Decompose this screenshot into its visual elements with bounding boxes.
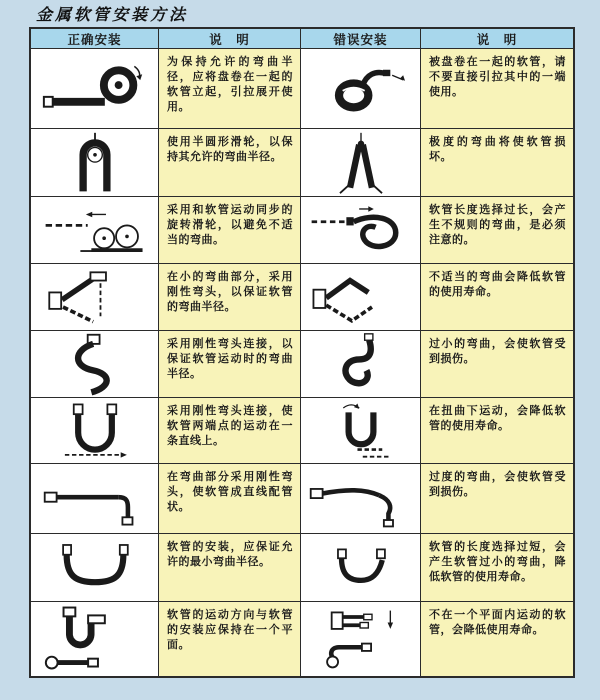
- table-row-5-correct-illustration: [31, 331, 159, 398]
- extreme-kink-icon: [306, 131, 416, 195]
- semicircular-pulley-icon: [36, 131, 154, 195]
- header-wrong-install: 错误安装: [301, 29, 421, 49]
- header-wrong-desc: 说 明: [421, 29, 573, 49]
- table-row-2-wrong-illustration: [301, 129, 421, 197]
- table-row-8-wrong-desc: 软管的长度选择过短，会产生软管过小的弯曲，降低软管的使用寿命。: [421, 534, 573, 602]
- table-row-5-correct-desc: 采用刚性弯头连接，以保证软管运动时的弯曲半径。: [159, 331, 301, 398]
- excessive-bend-icon: [306, 467, 416, 531]
- table-row-8-correct-desc: 软管的安装，应保证允许的最小弯曲半径。: [159, 534, 301, 602]
- u-loop-endpoints-inline-icon: [36, 400, 154, 462]
- straight-run-with-elbow-icon: [36, 467, 154, 531]
- single-plane-trap-icon: [36, 604, 154, 674]
- table-row-5-wrong-desc: 过小的弯曲，会使软管受到损伤。: [421, 331, 573, 398]
- table-row-9-wrong-illustration: [301, 602, 421, 676]
- table-row-2-correct-illustration: [31, 129, 159, 197]
- table-row-9-correct-desc: 软管的运动方向与软管的安装应保持在一个平面。: [159, 602, 301, 676]
- rigid-elbow-s-curve-icon: [36, 332, 154, 396]
- table-row-1-correct-illustration: [31, 49, 159, 129]
- page-title: 金属软管安装方法: [36, 5, 189, 24]
- synchronized-rotating-pulley-icon: [36, 198, 154, 262]
- table-row-3-wrong-illustration: [301, 197, 421, 264]
- table-row-1-wrong-illustration: [301, 49, 421, 129]
- coil-pulled-from-end-icon: [306, 53, 416, 125]
- improper-sharp-bend-icon: [306, 265, 416, 329]
- too-small-bend-hook-icon: [306, 332, 416, 396]
- wide-minimum-radius-u-icon: [36, 537, 154, 599]
- table-row-5-wrong-illustration: [301, 331, 421, 398]
- table-row-7-wrong-illustration: [301, 464, 421, 534]
- rigid-elbow-small-bend-icon: [36, 265, 154, 329]
- standing-coil-unroll-icon: [36, 53, 154, 125]
- table-row-9-wrong-desc: 不在一个平面内运动的软管，会降低使用寿命。: [421, 602, 573, 676]
- table-row-6-correct-desc: 采用刚性弯头连接，使软管两端点的运动在一条直线上。: [159, 398, 301, 464]
- table-row-2-correct-desc: 使用半圆形滑轮，以保持其允许的弯曲半径。: [159, 129, 301, 197]
- table-row-1-wrong-desc: 被盘卷在一起的软管，请不要直接引拉其中的一端使用。: [421, 49, 573, 129]
- table-row-4-correct-illustration: [31, 264, 159, 331]
- table-row-6-wrong-illustration: [301, 398, 421, 464]
- twisted-u-loop-icon: [306, 400, 416, 462]
- header-correct-install: 正确安装: [31, 29, 159, 49]
- too-short-tight-u-icon: [306, 537, 416, 599]
- table-row-6-correct-illustration: [31, 398, 159, 464]
- table-row-9-correct-illustration: [31, 602, 159, 676]
- out-of-plane-motion-icon: [306, 604, 416, 674]
- table-row-4-wrong-illustration: [301, 264, 421, 331]
- table-row-8-correct-illustration: [31, 534, 159, 602]
- table-row-4-correct-desc: 在小的弯曲部分，采用刚性弯头，以保证软管的弯曲半径。: [159, 264, 301, 331]
- header-correct-desc: 说 明: [159, 29, 301, 49]
- table-row-6-wrong-desc: 在扭曲下运动，会降低软管的使用寿命。: [421, 398, 573, 464]
- table-row-8-wrong-illustration: [301, 534, 421, 602]
- table-row-3-correct-desc: 采用和软管运动同步的旋转滑轮，以避免不适当的弯曲。: [159, 197, 301, 264]
- table-row-4-wrong-desc: 不适当的弯曲会降低软管的使用寿命。: [421, 264, 573, 331]
- table-row-7-correct-desc: 在弯曲部分采用刚性弯头，使软管成直线配管状。: [159, 464, 301, 534]
- table-row-7-wrong-desc: 过度的弯曲，会使软管受到损伤。: [421, 464, 573, 534]
- table-row-3-correct-illustration: [31, 197, 159, 264]
- table-row-3-wrong-desc: 软管长度选择过长，会产生不规则的弯曲，是必须注意的。: [421, 197, 573, 264]
- table-row-1-correct-desc: 为保持允许的弯曲半径，应将盘卷在一起的软管立起，引拉展开使用。: [159, 49, 301, 129]
- install-table: [29, 27, 575, 678]
- overlong-irregular-loop-icon: [306, 198, 416, 262]
- table-row-2-wrong-desc: 极度的弯曲将使软管损坏。: [421, 129, 573, 197]
- table-row-7-correct-illustration: [31, 464, 159, 534]
